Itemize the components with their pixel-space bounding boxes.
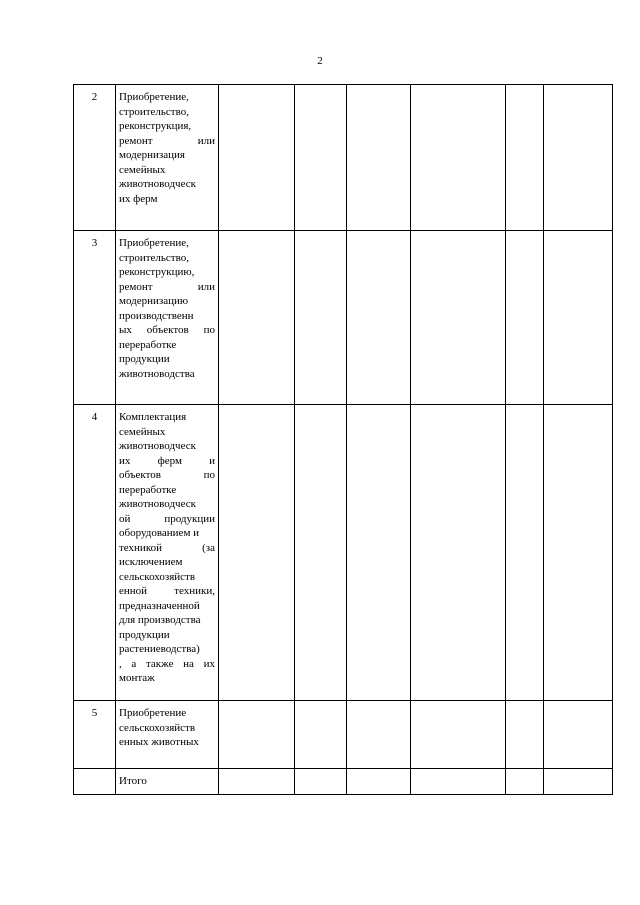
table-cell <box>74 769 116 795</box>
table-cell <box>506 769 544 795</box>
table-cell <box>295 231 347 405</box>
table-cell <box>506 231 544 405</box>
table-cell <box>295 405 347 701</box>
table-cell <box>219 85 295 231</box>
table-cell <box>347 405 411 701</box>
table-cell <box>544 231 613 405</box>
table-row <box>74 231 613 405</box>
table-cell <box>295 85 347 231</box>
page-number: 2 <box>317 55 323 67</box>
table-row <box>74 701 613 769</box>
table-cell <box>544 701 613 769</box>
table-cell <box>347 769 411 795</box>
table-cell <box>219 231 295 405</box>
table-cell <box>411 701 506 769</box>
table-cell <box>506 85 544 231</box>
table-cell <box>544 85 613 231</box>
table-row <box>74 85 613 231</box>
measures-table <box>73 84 613 795</box>
table-cell <box>295 769 347 795</box>
row-number: 3 <box>74 231 116 405</box>
table-cell <box>219 701 295 769</box>
row-number: 4 <box>74 405 116 701</box>
table-cell <box>347 231 411 405</box>
table-cell <box>506 701 544 769</box>
row-title: Приобретение, строительство, реконструкция, ремонт или модернизация семейных животноводческ их ферм <box>116 85 219 231</box>
table-cell <box>411 85 506 231</box>
table-cell <box>347 701 411 769</box>
row-number: 5 <box>74 701 116 769</box>
table-cell <box>411 405 506 701</box>
table-cell <box>219 405 295 701</box>
table-cell <box>411 231 506 405</box>
table-cell <box>219 769 295 795</box>
table-cell <box>347 85 411 231</box>
table-cell <box>295 701 347 769</box>
table-cell <box>544 405 613 701</box>
total-row <box>74 769 613 795</box>
table-cell <box>544 769 613 795</box>
table-cell <box>506 405 544 701</box>
table-row <box>74 405 613 701</box>
table-cell <box>411 769 506 795</box>
total-label: Итого <box>116 769 219 795</box>
row-title: Приобретение, строительство, реконструкцию, ремонт или модернизацию производственн ых объектов по переработке продукции животноводства <box>116 231 219 405</box>
row-number: 2 <box>74 85 116 231</box>
row-title: Комплектация семейных животноводческ их ферм и объектов по переработке животноводческ ой продукции оборудованием и техникой (за исключением сельскохозяйств енной техники, предназначенной для производства продукции растениеводства) , а также на их монтаж <box>116 405 219 701</box>
row-title: Приобретение сельскохозяйств енных животных <box>116 701 219 769</box>
